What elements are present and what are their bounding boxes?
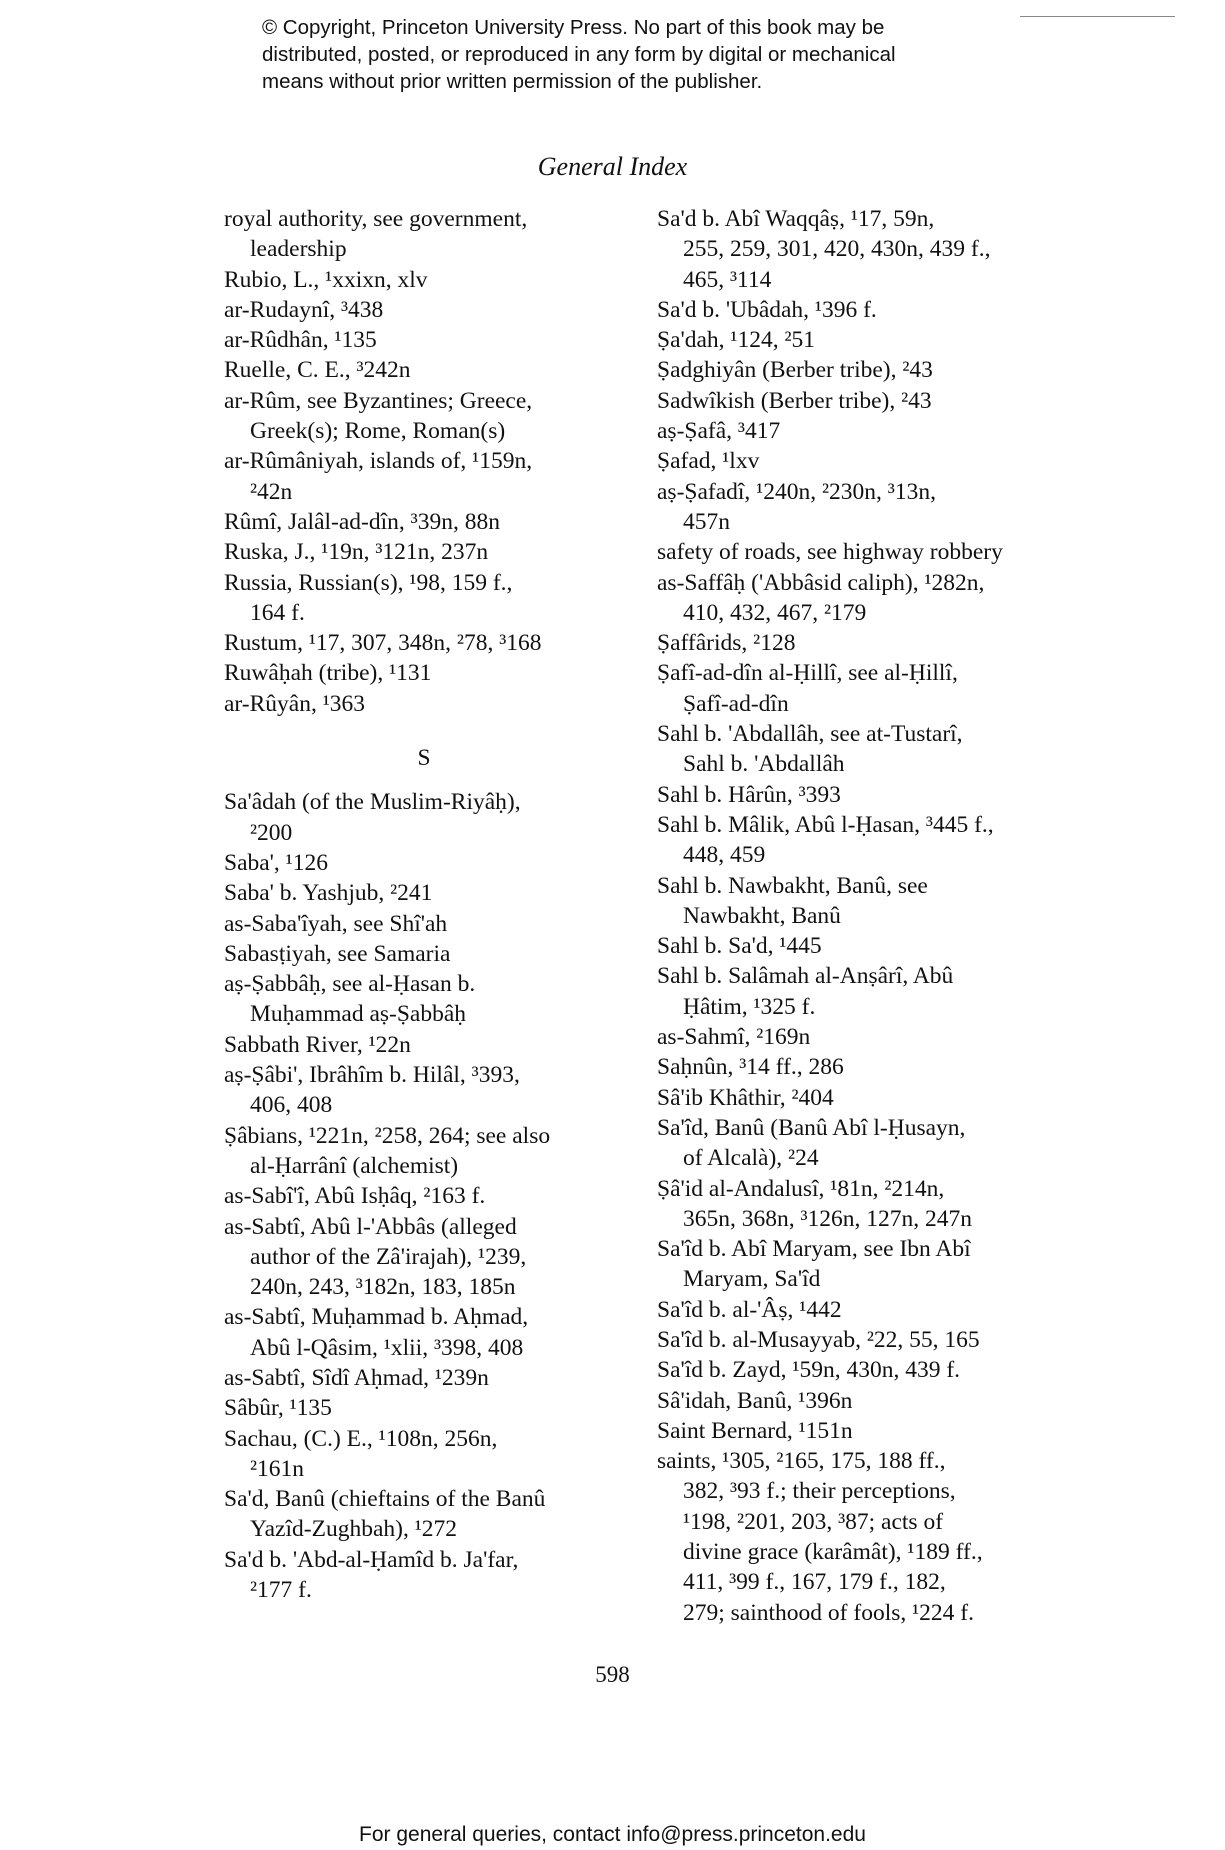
index-entry-line: Sa'îd b. al-'Âṣ, ¹442	[657, 1296, 842, 1323]
index-entry-line: Sâbûr, ¹135	[224, 1395, 332, 1422]
index-entry	[657, 628, 1077, 658]
index-entry	[657, 568, 1077, 629]
index-entry-line: Rustum, ¹17, 307, 348n, ²78, ³168	[224, 630, 542, 657]
index-entry-line: Ṣa'dah, ¹124, ²51	[657, 327, 816, 354]
index-entry-line: Saba' b. Yashjub, ²241	[224, 880, 433, 907]
index-entry-line: as-Saba'îyah, see Shî'ah	[224, 910, 448, 937]
index-entry	[657, 1325, 1077, 1355]
index-entry	[657, 204, 1077, 295]
copyright-line: © Copyright, Princeton University Press. No part of this book may be	[262, 16, 885, 39]
index-entry-continuation: author of the Zâ'irajah), ¹239,	[250, 1243, 527, 1270]
index-entry-continuation: Abû l-Qâsim, ¹xlii, ³398, 408	[250, 1334, 524, 1361]
index-entry	[657, 1052, 1077, 1082]
index-entry-line: ar-Rûdhân, ¹135	[224, 327, 377, 354]
index-entry-line: aṣ-Ṣafadî, ¹240n, ²230n, ³13n,	[657, 478, 936, 505]
index-entry	[657, 325, 1077, 355]
index-entry-line: as-Sabtî, Abû l-'Abbâs (alleged	[224, 1213, 517, 1240]
index-entry-line: ar-Rudaynî, ³438	[224, 296, 384, 323]
index-entry-line: Ṣafad, ¹lxv	[657, 448, 760, 475]
index-entry-line: as-Sabî'î, Abû Isḥâq, ²163 f.	[224, 1183, 486, 1210]
index-entry-continuation: 255, 259, 301, 420, 430n, 439 f.,	[683, 236, 991, 263]
index-entry	[224, 1030, 624, 1060]
top-rule-divider	[1020, 16, 1175, 17]
index-entry	[657, 719, 1077, 780]
page-title: General Index	[537, 152, 688, 181]
index-entry	[224, 1121, 624, 1182]
copyright-notice	[262, 14, 982, 95]
index-entry	[657, 871, 1077, 932]
index-entry-continuation: Maryam, Sa'îd	[683, 1266, 821, 1293]
index-entry-line: Russia, Russian(s), ¹98, 159 f.,	[224, 569, 513, 596]
index-entry-line: Sa'îd b. al-Musayyab, ²22, 55, 165	[657, 1326, 980, 1353]
index-entry-line: Sahl b. Nawbakht, Banû, see	[657, 872, 928, 899]
index-entry-line: aṣ-Ṣâbi', Ibrâhîm b. Hilâl, ³393,	[224, 1062, 520, 1089]
index-entry-line: Saḥnûn, ³14 ff., 286	[657, 1054, 844, 1081]
index-entry-continuation: 448, 459	[683, 842, 766, 869]
index-entry	[657, 446, 1077, 476]
index-entry-continuation: Sahl b. 'Abdallâh	[683, 751, 845, 778]
index-entry-line: Sâ'idah, Banû, ¹396n	[657, 1387, 853, 1414]
index-entry	[224, 848, 624, 878]
index-entry-line: ar-Rûm, see Byzantines; Greece,	[224, 387, 533, 414]
index-entry-continuation: 410, 432, 467, ²179	[683, 599, 867, 626]
index-entry-continuation: divine grace (karâmât), ¹189 ff.,	[683, 1539, 983, 1566]
index-entry-line: Ṣadghiyân (Berber tribe), ²43	[657, 357, 933, 384]
index-entry-line: royal authority, see government,	[224, 206, 528, 232]
index-entries	[657, 204, 1077, 1628]
index-entry	[657, 1295, 1077, 1325]
footer-contact: For general queries, contact info@press.princeton.edu	[359, 1823, 866, 1846]
index-entry-continuation: al-Ḥarrânî (alchemist)	[250, 1152, 459, 1179]
index-entry-line: saints, ¹305, ²165, 175, 188 ff.,	[657, 1448, 946, 1475]
index-entry-continuation: 240n, 243, ³182n, 183, 185n	[250, 1274, 516, 1301]
copyright-line: means without prior written permission of the publisher.	[262, 70, 763, 93]
index-entries-b	[224, 787, 624, 1605]
index-entry-line: Sahl b. Mâlik, Abû l-Ḥasan, ³445 f.,	[657, 811, 994, 838]
index-entry	[224, 939, 624, 969]
index-entry	[224, 1545, 624, 1606]
index-entry-line: Sa'îd b. Zayd, ¹59n, 430n, 439 f.	[657, 1357, 961, 1384]
index-entry-line: ar-Rûmâniyah, islands of, ¹159n,	[224, 448, 533, 475]
index-entry-line: Sahl b. Sa'd, ¹445	[657, 933, 822, 960]
index-entry	[224, 1393, 624, 1423]
index-entry-continuation: Ḥâtim, ¹325 f.	[683, 993, 816, 1020]
index-entry	[224, 628, 624, 658]
index-entry	[224, 446, 624, 507]
index-entry-continuation: Greek(s); Rome, Roman(s)	[250, 418, 506, 445]
index-entry-continuation: of Alcalà), ²24	[683, 1145, 819, 1172]
index-entry	[657, 1355, 1077, 1385]
index-entry	[224, 1302, 624, 1363]
index-entry-continuation: Yazîd-Zughbah), ¹272	[250, 1516, 457, 1543]
index-entry	[224, 295, 624, 325]
index-entry	[224, 1484, 624, 1545]
index-entry	[224, 689, 624, 719]
index-entry-continuation: 465, ³114	[683, 266, 772, 293]
index-entry	[657, 1022, 1077, 1052]
index-entry	[224, 1181, 624, 1211]
index-entry	[224, 355, 624, 385]
index-entry-line: Sa'd b. 'Ubâdah, ¹396 f.	[657, 296, 877, 323]
copyright-line: distributed, posted, or reproduced in any form by digital or mechanical	[262, 43, 896, 66]
index-entry	[657, 1234, 1077, 1295]
index-entry	[657, 931, 1077, 961]
index-entry	[657, 1446, 1077, 1628]
index-entry-line: aṣ-Ṣabbâḥ, see al-Ḥasan b.	[224, 971, 476, 998]
index-entry-continuation: 457n	[683, 508, 730, 535]
index-entry-line: Sa'îd b. Abî Maryam, see Ibn Abî	[657, 1236, 971, 1263]
index-entry	[224, 386, 624, 447]
index-entry-line: Sa'âdah (of the Muslim-Riyâḥ),	[224, 789, 521, 816]
index-entry-continuation: 365n, 368n, ³126n, 127n, 247n	[683, 1205, 973, 1232]
index-entry-line: Ruwâḥah (tribe), ¹131	[224, 660, 432, 687]
index-entry-continuation: ²161n	[250, 1455, 305, 1482]
index-entry-line: ar-Rûyân, ¹363	[224, 690, 366, 717]
index-entry-line: Ruelle, C. E., ³242n	[224, 357, 411, 384]
index-entry	[657, 1083, 1077, 1113]
index-entry	[224, 1060, 624, 1121]
index-entry	[657, 537, 1077, 567]
index-entry	[224, 787, 624, 848]
index-entry-line: Ṣafî-ad-dîn al-Ḥillî, see al-Ḥillî,	[657, 660, 958, 687]
index-entry	[224, 265, 624, 295]
index-entry-line: Rûmî, Jalâl-ad-dîn, ³39n, 88n	[224, 508, 500, 535]
index-entry-continuation: ¹198, ²201, 203, ³87; acts of	[683, 1508, 944, 1535]
index-entry-line: Sahl b. Hârûn, ³393	[657, 781, 841, 808]
index-entry	[224, 1363, 624, 1393]
index-entry	[657, 780, 1077, 810]
index-entry-line: Ruska, J., ¹19n, ³121n, 237n	[224, 539, 489, 566]
index-entry-line: as-Saffâḥ ('Abbâsid caliph), ¹282n,	[657, 569, 985, 596]
index-entry	[657, 416, 1077, 446]
index-column-right	[657, 204, 1077, 1628]
index-entry-line: Sabbath River, ¹22n	[224, 1031, 411, 1058]
index-entry	[224, 1424, 624, 1485]
index-entry-line: Saint Bernard, ¹151n	[657, 1417, 853, 1444]
index-entry-line: Sahl b. Salâmah al-Anṣârî, Abû	[657, 963, 954, 990]
index-entry-continuation: 411, ³99 f., 167, 179 f., 182,	[683, 1569, 946, 1596]
index-entry	[657, 386, 1077, 416]
index-entry-line: Sabasṭiyah, see Samaria	[224, 940, 451, 967]
index-column-left	[224, 204, 624, 1605]
index-entry-line: safety of roads, see highway robbery	[657, 539, 1003, 566]
index-entry	[224, 204, 624, 265]
index-entry	[657, 810, 1077, 871]
index-entry	[224, 507, 624, 537]
index-entry-continuation: ²177 f.	[250, 1577, 312, 1604]
index-entry	[224, 325, 624, 355]
index-entry	[657, 658, 1077, 719]
index-entry-line: Sahl b. 'Abdallâh, see at-Tustarî,	[657, 721, 963, 748]
index-entry	[657, 355, 1077, 385]
index-entry-line: Sa'îd, Banû (Banû Abî l-Ḥusayn,	[657, 1114, 966, 1141]
index-entry	[657, 1174, 1077, 1235]
index-entry	[224, 909, 624, 939]
index-entry-line: Sâ'ib Khâthir, ²404	[657, 1084, 834, 1111]
index-entry-line: Sa'd, Banû (chieftains of the Banû	[224, 1486, 546, 1513]
index-entry-line: Ṣaffârids, ²128	[657, 630, 796, 657]
index-entry	[224, 537, 624, 567]
index-entry-line: as-Sabtî, Muḥammad b. Aḥmad,	[224, 1304, 529, 1331]
index-entries-a	[224, 204, 624, 719]
index-entry-continuation: 382, ³93 f.; their perceptions,	[683, 1478, 956, 1505]
index-entry-continuation: 406, 408	[250, 1092, 333, 1119]
index-entry-line: Rubio, L., ¹xxixn, xlv	[224, 266, 428, 293]
index-entry-continuation: ²42n	[250, 478, 293, 505]
index-entry-continuation: 279; sainthood of fools, ¹224 f.	[683, 1599, 974, 1626]
index-entry-continuation: leadership	[250, 236, 347, 263]
section-letter: S	[417, 745, 431, 772]
index-entry-line: Sachau, (C.) E., ¹108n, 256n,	[224, 1425, 498, 1452]
index-entry-continuation: Nawbakht, Banû	[683, 902, 841, 929]
index-entry	[224, 969, 624, 1030]
index-entry	[224, 878, 624, 908]
index-entry-line: as-Sahmî, ²169n	[657, 1024, 811, 1051]
index-entry-line: Saba', ¹126	[224, 849, 328, 876]
index-entry-continuation: Muḥammad aṣ-Ṣabbâḥ	[250, 1001, 467, 1028]
index-entry-continuation: 164 f.	[250, 599, 305, 626]
index-entry	[657, 1386, 1077, 1416]
index-entry-continuation: Ṣafî-ad-dîn	[683, 690, 789, 717]
index-entry	[657, 1113, 1077, 1174]
page-number: 598	[595, 1662, 630, 1687]
index-entry	[657, 295, 1077, 325]
index-entry-line: Sa'd b. 'Abd-al-Ḥamîd b. Ja'far,	[224, 1546, 519, 1573]
index-entry-line: Ṣâbians, ¹221n, ²258, 264; see also	[224, 1122, 551, 1149]
index-entry	[657, 961, 1077, 1022]
index-entry	[224, 658, 624, 688]
index-entry-line: aṣ-Ṣafâ, ³417	[657, 418, 781, 445]
index-entry-continuation: ²200	[250, 819, 293, 846]
index-entry	[224, 1212, 624, 1303]
index-entry-line: Ṣâ'id al-Andalusî, ¹81n, ²214n,	[657, 1175, 945, 1202]
index-entry-line: Sa'd b. Abî Waqqâṣ, ¹17, 59n,	[657, 206, 935, 232]
index-entry-line: as-Sabtî, Sîdî Aḥmad, ¹239n	[224, 1364, 489, 1391]
index-entry	[657, 477, 1077, 538]
index-entry	[224, 568, 624, 629]
index-entry-line: Sadwîkish (Berber tribe), ²43	[657, 387, 932, 414]
index-entry	[657, 1416, 1077, 1446]
